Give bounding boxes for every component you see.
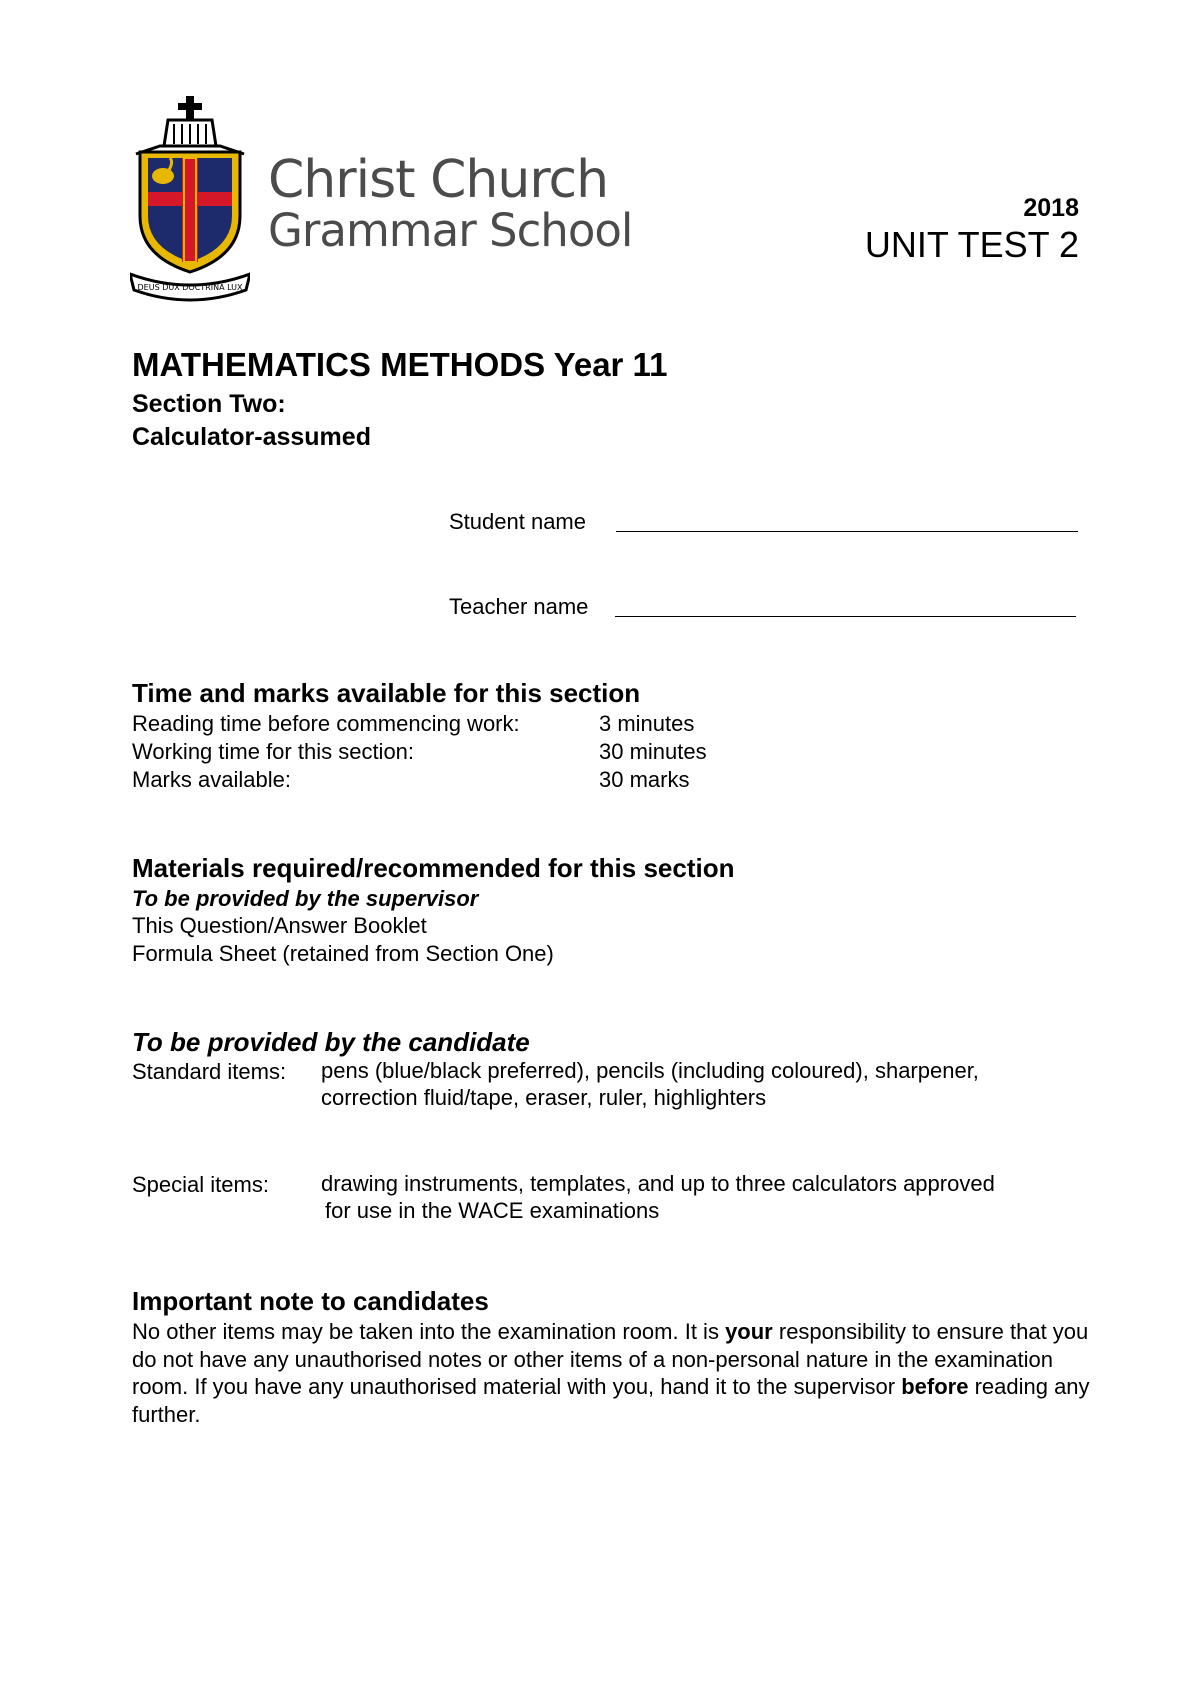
school-name-line2: Grammar School (268, 204, 633, 257)
time-marks-heading: Time and marks available for this section (132, 678, 641, 708)
section-label: Section Two: (132, 390, 286, 418)
special-items-line: for use in the WACE examinations (325, 1198, 660, 1223)
test-name: UNIT TEST 2 (864, 224, 1079, 265)
reading-time-value: 3 minutes (599, 711, 695, 736)
note-text-part: reading any further. (132, 1374, 1090, 1427)
marks-available-value: 30 marks (599, 767, 690, 792)
materials-heading: Materials required/recommended for this section (132, 853, 735, 883)
candidate-heading: To be provided by the candidate (132, 1027, 530, 1057)
note-emphasis: before (901, 1374, 969, 1399)
working-time-value: 30 minutes (599, 739, 707, 764)
supervisor-heading: To be provided by the supervisor (132, 886, 479, 911)
crest-motto: DEUS DUX DOCTRINA LUX (137, 283, 243, 292)
reading-time-label: Reading time before commencing work: (132, 711, 520, 736)
special-items-line: drawing instruments, templates, and up to three calculators approved (321, 1171, 995, 1196)
note-text-part: responsibility to ensure that you do not have any unauthorised notes or other items of a non-personal nature in the examination room. If you have any unauthorised material with you, hand it to the supervisor (132, 1319, 1089, 1399)
school-name (268, 150, 633, 257)
marks-available-label: Marks available: (132, 767, 291, 792)
working-time-label: Working time for this section: (132, 739, 415, 764)
important-note-text (132, 1318, 1092, 1428)
subject-title: MATHEMATICS METHODS Year 11 (132, 346, 668, 383)
note-text-part: No other items may be taken into the examination room. It is (132, 1319, 726, 1344)
teacher-name-field[interactable] (615, 616, 1076, 617)
standard-items-label: Standard items: (132, 1059, 287, 1084)
important-note-heading: Important note to candidates (132, 1286, 489, 1316)
teacher-name-label: Teacher name (449, 594, 589, 619)
supervisor-item: Formula Sheet (retained from Section One) (132, 941, 554, 966)
test-year: 2018 (1023, 194, 1079, 222)
note-emphasis: your (725, 1319, 773, 1344)
standard-items-text (321, 1057, 979, 1111)
special-items-text (321, 1170, 995, 1224)
supervisor-item: This Question/Answer Booklet (132, 913, 427, 938)
calculator-label: Calculator-assumed (132, 423, 371, 451)
special-items-label: Special items: (132, 1172, 269, 1197)
standard-items-line: correction fluid/tape, eraser, ruler, highlighters (321, 1085, 767, 1110)
standard-items-line: pens (blue/black preferred), pencils (including coloured), sharpener, (321, 1058, 979, 1083)
school-crest-icon (130, 96, 250, 302)
student-name-field[interactable] (616, 531, 1078, 532)
student-name-label: Student name (449, 509, 586, 534)
school-name-line1: Christ Church (268, 150, 609, 210)
